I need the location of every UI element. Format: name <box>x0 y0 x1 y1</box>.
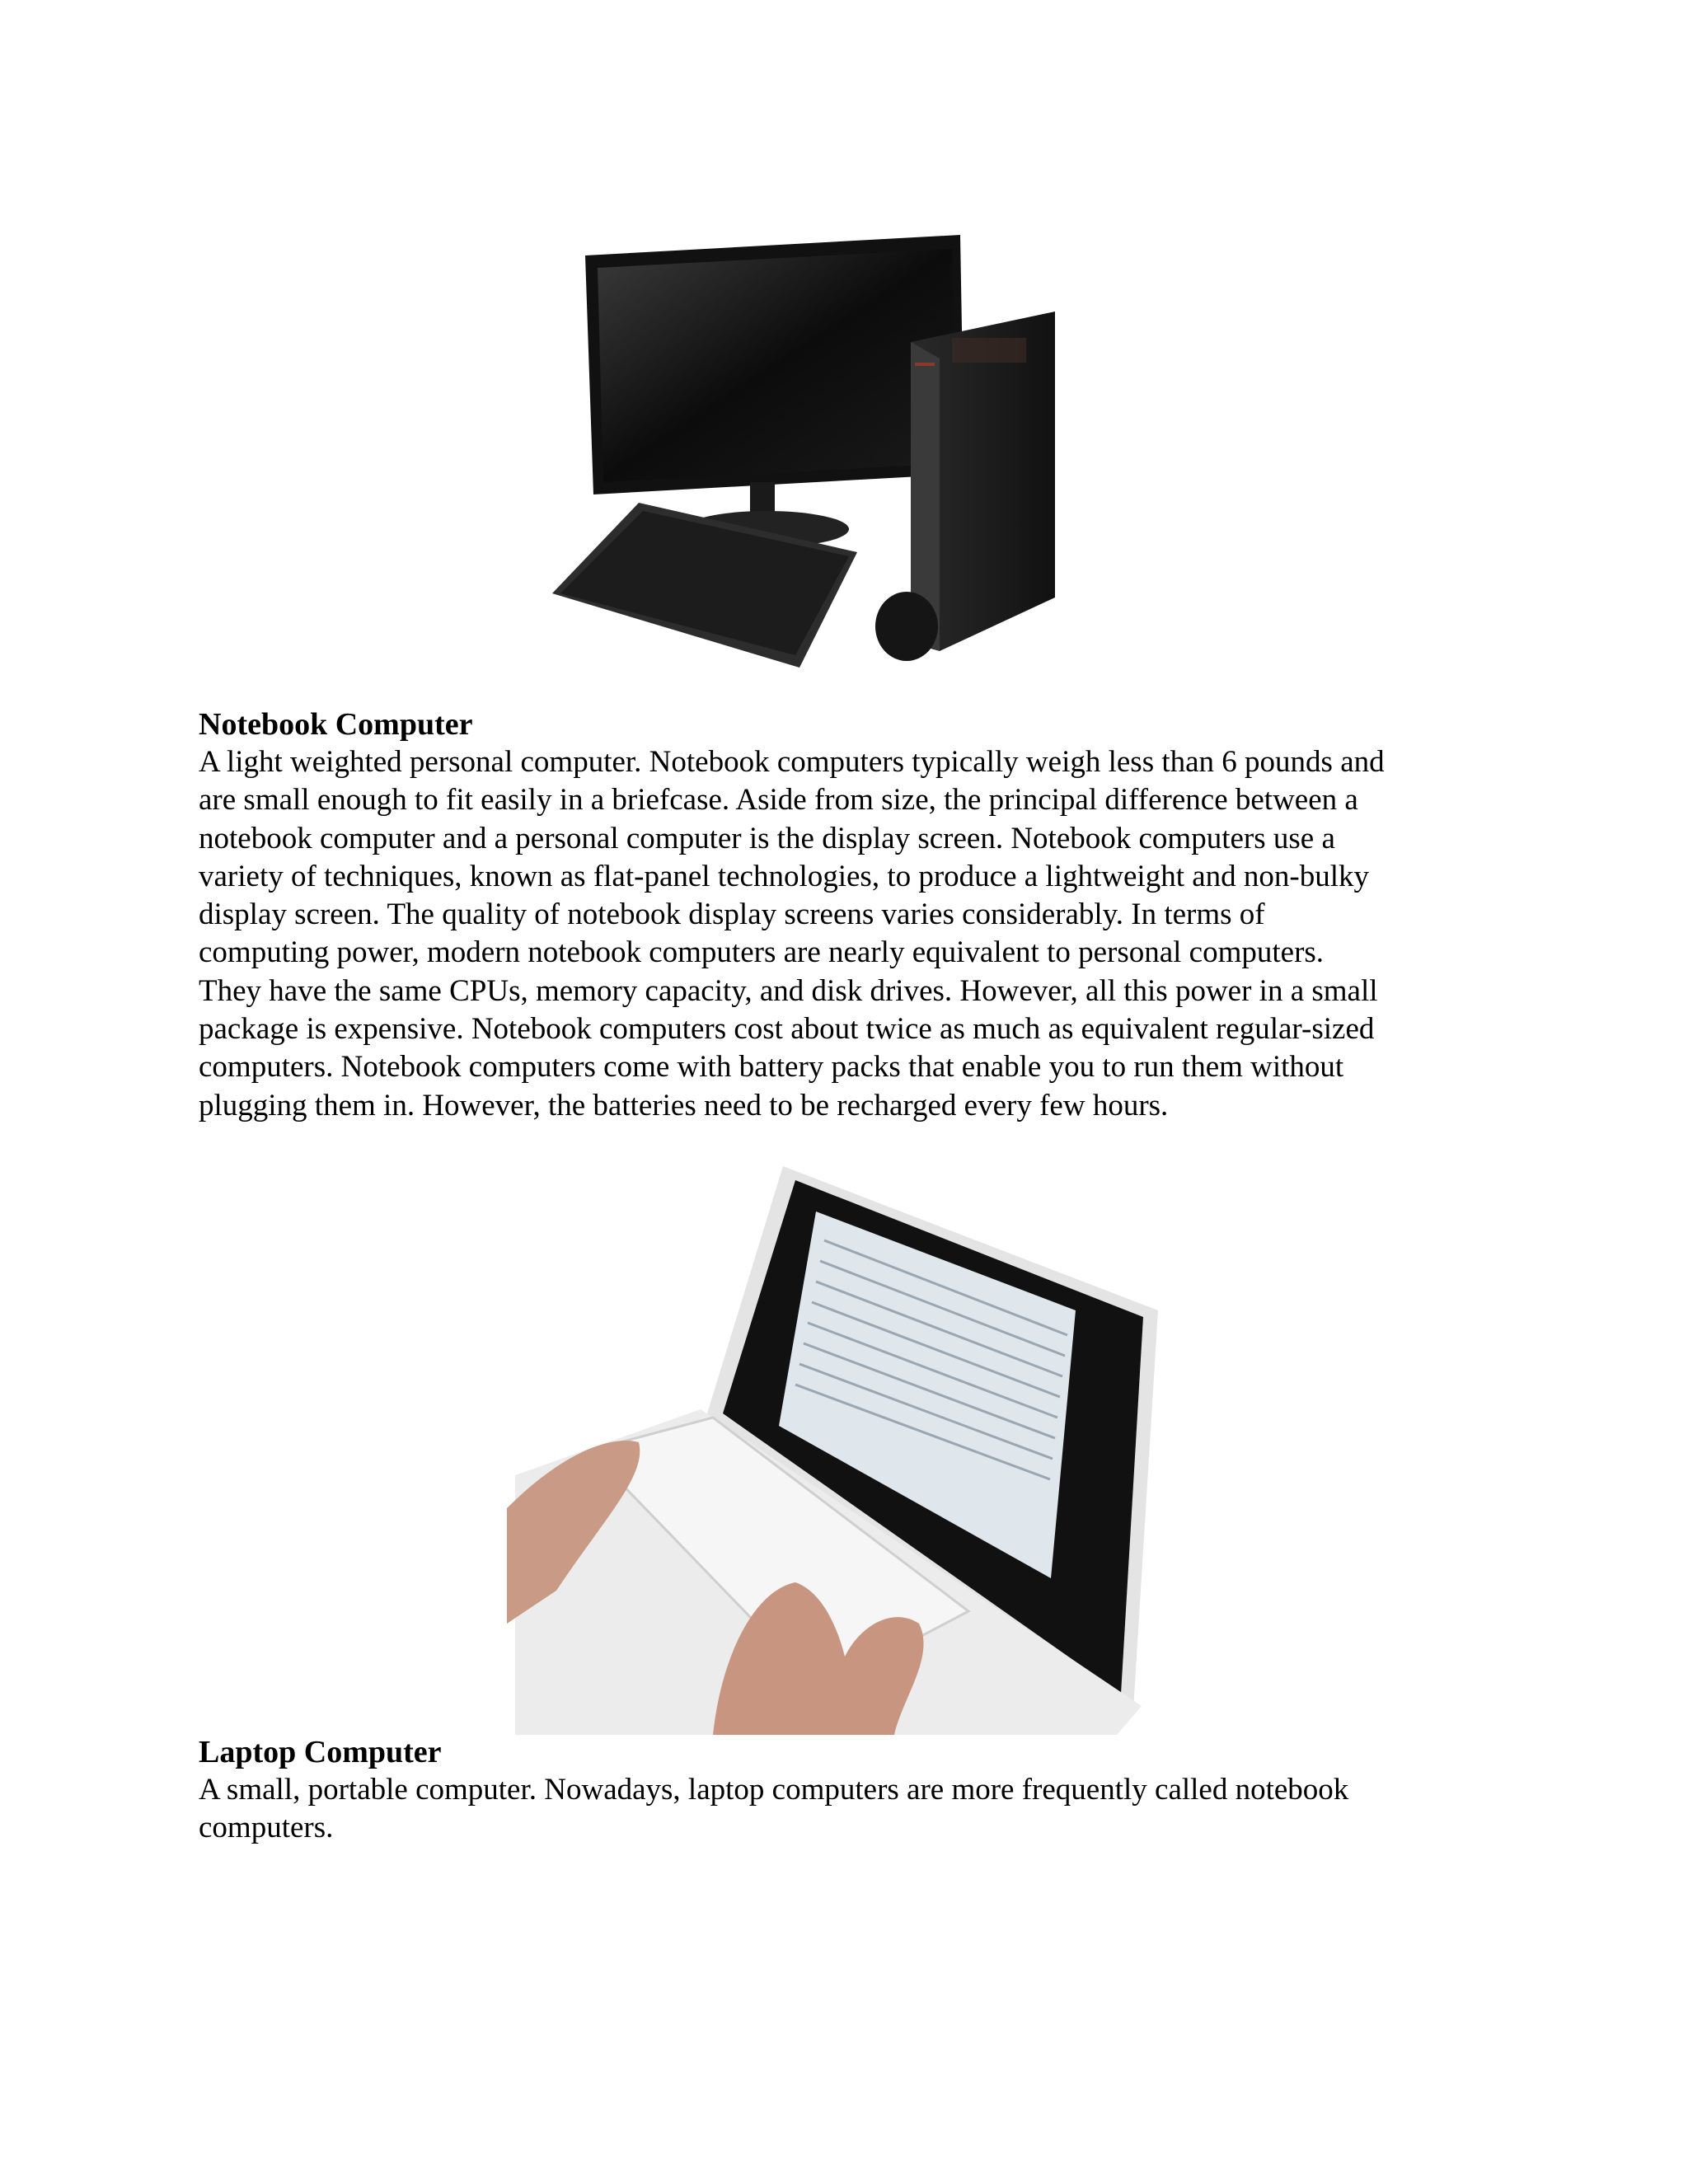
text-line: package is expensive. Notebook computers cost about twice as much as equivalent regular-sized <box>199 1012 1375 1047</box>
text-line: variety of techniques, known as flat-panel technologies, to produce a lightweight and non-bulky <box>199 859 1370 893</box>
text-line: computers. Notebook computers come with battery packs that enable you to run them without <box>199 1050 1344 1085</box>
text-line: are small enough to fit easily in a briefcase. Aside from size, the principal difference between a <box>199 783 1358 818</box>
section-body <box>199 743 1517 1125</box>
text-line: They have the same CPUs, memory capacity, and disk drives. However, all this power in a small <box>199 973 1378 1008</box>
laptop-computer-image <box>507 1162 1191 1735</box>
text-line: display screen. The quality of notebook display screens varies considerably. In terms of <box>199 898 1265 932</box>
text-line: A small, portable computer. Nowadays, laptop computers are more frequently called notebook <box>199 1773 1349 1807</box>
laptop-computer-section <box>199 1733 1517 1848</box>
section-heading: Notebook Computer <box>199 707 473 742</box>
desktop-computer-image <box>528 223 1154 684</box>
section-body <box>199 1771 1517 1848</box>
text-line: computers. <box>199 1811 334 1845</box>
text-line: plugging them in. However, the batteries need to be recharged every few hours. <box>199 1088 1169 1122</box>
text-line: notebook computer and a personal computer is the display screen. Notebook computers use a <box>199 821 1335 855</box>
text-line: A light weighted personal computer. Notebook computers typically weigh less than 6 pounds and <box>199 745 1385 779</box>
notebook-computer-section <box>199 705 1517 1125</box>
text-line: computing power, modern notebook computers are nearly equivalent to personal computers. <box>199 935 1325 970</box>
section-heading: Laptop Computer <box>199 1735 442 1769</box>
